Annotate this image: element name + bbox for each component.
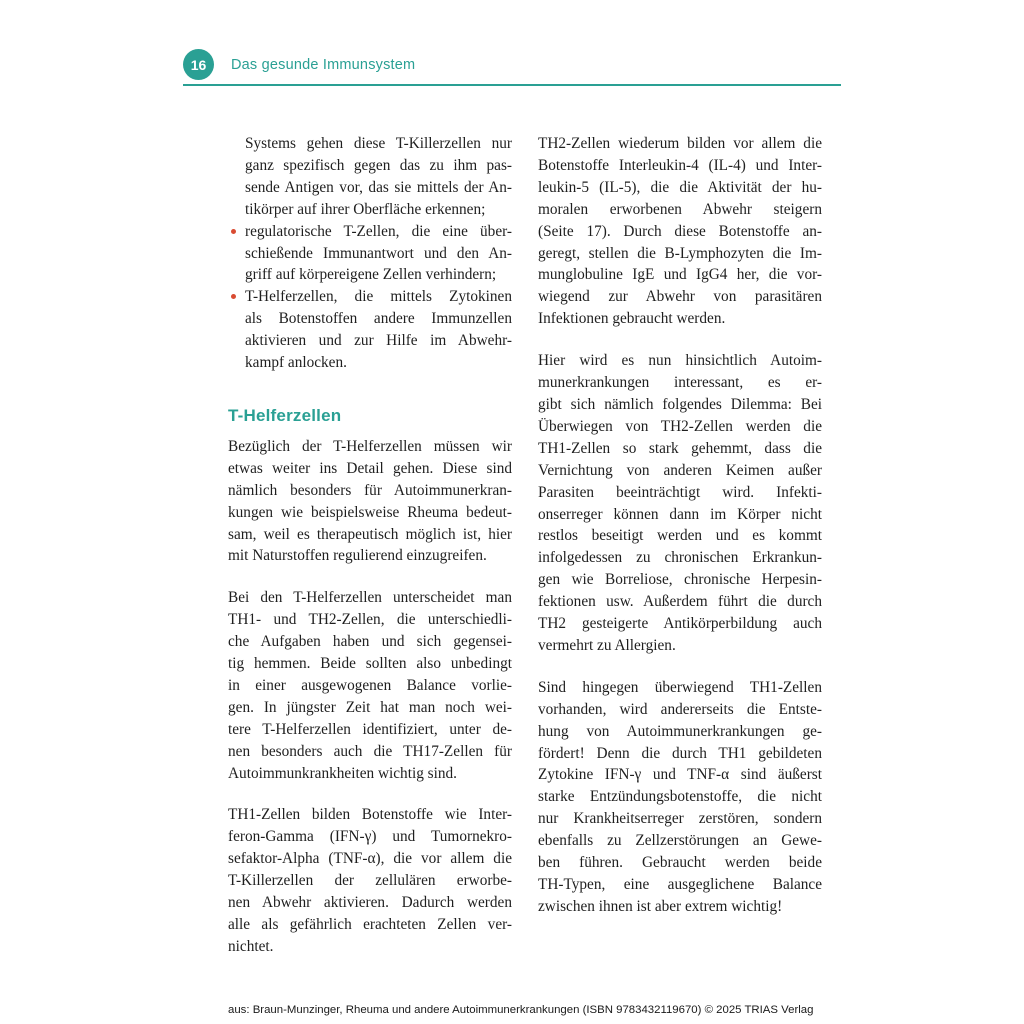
- text-line: tere T-Helferzellen identifiziert, unter de-: [228, 720, 512, 738]
- text-line: kungen wie beispielsweise Rheuma bedeut-: [228, 503, 512, 521]
- text-line: ganz spezifisch gegen das zu ihm pas-: [245, 156, 512, 174]
- text-line: (Seite 17). Durch diese Botenstoffe an-: [538, 222, 822, 240]
- paragraph: [228, 804, 512, 957]
- paragraph: [538, 350, 822, 657]
- text-line: Bezüglich der T-Helferzellen müssen wir: [228, 437, 512, 455]
- text-line: TH1-Zellen bilden Botenstoffe wie Inter-: [228, 806, 512, 824]
- text-line: schießende Immunantwort und den An-: [245, 244, 512, 262]
- text-line: Vernichtung von anderen Keimen außer: [538, 461, 822, 479]
- text-line: nämlich besonders für Autoimmunerkran-: [228, 481, 512, 499]
- text-line: Systems gehen diese T-Killerzellen nur: [245, 135, 512, 152]
- text-line: nen Abwehr aktivieren. Dadurch werden: [228, 894, 512, 912]
- text-line: Infektionen gebraucht werden.: [538, 310, 726, 328]
- text-line: ebenfalls zu Zellzerstörungen an Gewe-: [538, 832, 822, 850]
- paragraph: [228, 436, 512, 567]
- text-line: leukin-5 (IL-5), die die Aktivität der hu-: [538, 178, 822, 196]
- text-line: tikörper auf ihrer Oberfläche erkennen;: [245, 200, 486, 218]
- text-line: alle als gefährlich erachteten Zellen ver-: [228, 916, 512, 933]
- text-line: Autoimmunkrankheiten wichtig sind.: [228, 764, 457, 782]
- text-line: fördert! Denn die durch TH1 gebildeten: [538, 744, 822, 762]
- text-line: nur Krankheitserreger zerstören, sondern: [538, 810, 822, 828]
- text-line: gen wie Borreliose, chronische Herpesin-: [538, 571, 822, 589]
- text-line: vorhanden, wird andererseits die Entste-: [538, 700, 822, 718]
- text-line: TH1-Zellen so stark gehemmt, dass die: [538, 439, 822, 457]
- text-line: T-Helferzellen, die mittels Zytokinen: [245, 288, 512, 306]
- text-line: Hier wird es nun hinsichtlich Autoim-: [538, 352, 822, 370]
- text-line: als Botenstoffen andere Immunzellen: [245, 310, 512, 328]
- section-heading: T-Helferzellen: [228, 405, 342, 425]
- paragraph: [538, 133, 822, 330]
- text-line: griff auf körpereigene Zellen verhindern;: [245, 266, 497, 284]
- text-line: starke Entzündungsbotenstoffe, die nicht: [538, 788, 822, 806]
- text-line: Zytokine IFN-γ und TNF-α sind äußerst: [538, 766, 822, 784]
- text-line: zwischen ihnen ist aber extrem wichtig!: [538, 897, 783, 915]
- text-line: sam, weil es therapeutisch möglich ist, hier: [228, 525, 512, 543]
- chapter-title: Das gesunde Immunsystem: [231, 56, 416, 73]
- text-line: sende Antigen vor, das sie mittels der An-: [245, 178, 512, 196]
- text-line: mit Naturstoffen regulierend einzugreifen.: [228, 547, 487, 565]
- text-line: Botenstoffe Interleukin-4 (IL-4) und Inter-: [538, 156, 822, 174]
- text-line: infolgedessen zu chronischen Erkrankun-: [538, 549, 822, 567]
- text-line: ben führen. Gebraucht werden beide: [538, 854, 822, 872]
- text-line: restlos beseitigt werden und es kommt: [538, 527, 822, 545]
- text-line: onserreger können dann im Körper nicht: [538, 505, 822, 523]
- text-line: TH2-Zellen wiederum bilden vor allem die: [538, 135, 822, 152]
- text-line: nichtet.: [228, 937, 274, 955]
- left-column: [228, 133, 512, 958]
- text-line: Parasiten beeinträchtigt wird. Infekti-: [538, 483, 822, 501]
- text-line: hung von Autoimmunerkrankungen ge-: [538, 722, 822, 740]
- bullet-continuation: [245, 133, 512, 221]
- page-number: 16: [190, 56, 207, 73]
- bullet-icon: [231, 294, 236, 299]
- page-content: [228, 133, 822, 958]
- bullet-item: [245, 221, 512, 287]
- text-line: tig hemmen. Beide sollten also unbedingt: [228, 655, 512, 673]
- text-line: regulatorische T-Zellen, die eine über-: [245, 222, 512, 240]
- text-line: Sind hingegen überwiegend TH1-Zellen: [538, 678, 822, 696]
- text-line: munglobuline IgE und IgG4 her, die vor-: [538, 266, 822, 284]
- text-line: etwas weiter ins Detail gehen. Diese sind: [228, 459, 512, 477]
- text-line: munerkrankungen interessant, es er-: [538, 374, 822, 392]
- text-line: TH2 gesteigerte Antikörperbildung auch: [538, 615, 822, 633]
- page-header: [183, 49, 841, 80]
- text-line: Bei den T-Helferzellen unterscheidet man: [228, 589, 512, 607]
- footer-credit: aus: Braun-Munzinger, Rheuma und andere Autoimmunerkrankungen (ISBN 9783432119670) © 2025 TRIAS Verlag: [228, 1004, 814, 1016]
- text-line: geregt, stellen die B-Lymphozyten die Im-: [538, 244, 822, 262]
- text-line: aktivieren und zur Hilfe im Abwehr-: [245, 332, 512, 350]
- bullet-list: [228, 133, 512, 374]
- text-line: nen besonders auch die TH17-Zellen für: [228, 742, 512, 760]
- text-line: TH1- und TH2-Zellen, die unterschiedli-: [228, 611, 512, 629]
- header-divider: [183, 84, 841, 86]
- text-line: feron-Gamma (IFN-γ) und Tumornekro-: [228, 828, 512, 846]
- bullet-icon: [231, 229, 236, 234]
- text-line: fektionen usw. Außerdem führt die durch: [538, 593, 822, 611]
- text-line: vermehrt zu Allergien.: [538, 636, 676, 654]
- right-column: [538, 133, 822, 918]
- page-number-badge: [183, 49, 214, 80]
- text-line: T-Killerzellen der zellulären erworbe-: [228, 872, 512, 890]
- text-line: gibt sich nämlich folgendes Dilemma: Bei: [538, 395, 822, 413]
- paragraph: [228, 587, 512, 784]
- text-line: Überwiegen von TH2-Zellen werden die: [538, 417, 822, 435]
- bullet-item: [245, 286, 512, 374]
- paragraph: [538, 677, 822, 918]
- text-line: moralen erworbenen Abwehr steigern: [538, 200, 822, 218]
- text-line: wiegend zur Abwehr von parasitären: [538, 288, 822, 306]
- text-line: che Aufgaben haben und sich gegensei-: [228, 633, 512, 651]
- text-line: TH-Typen, eine ausgeglichene Balance: [538, 876, 822, 893]
- text-line: gen. In jüngster Zeit hat man noch wei-: [228, 698, 512, 716]
- text-line: kampf anlocken.: [245, 354, 347, 372]
- text-line: in einer ausgewogenen Balance vorlie-: [228, 676, 512, 694]
- text-line: sefaktor-Alpha (TNF-α), die vor allem die: [228, 850, 512, 868]
